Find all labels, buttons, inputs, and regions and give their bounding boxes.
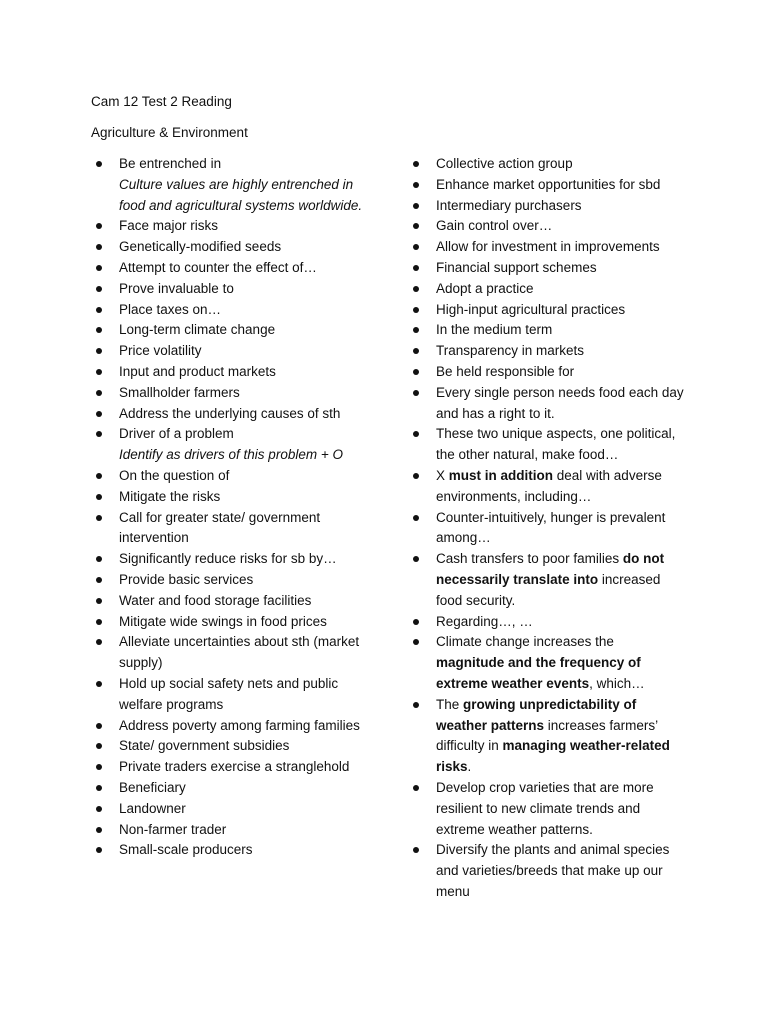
item-text: increased food security.	[436, 571, 661, 608]
list-item	[409, 508, 684, 550]
list-item	[409, 216, 684, 237]
item-text: X	[436, 467, 449, 483]
list-item: Driver of a problem	[92, 424, 382, 445]
item-text: The	[436, 696, 464, 712]
list-item: Non-farmer trader	[92, 820, 382, 841]
emphasis-text: must in addition	[448, 467, 554, 483]
left-vocabulary-list	[92, 154, 382, 861]
list-item	[409, 258, 684, 279]
list-item: Alleviate uncertainties about sth (market supply)	[92, 632, 382, 674]
document-subtitle: Agriculture & Environment	[91, 125, 248, 140]
list-item: Prove invaluable to	[92, 279, 382, 300]
item-text: Every single person needs food each day and has a right to it.	[436, 384, 684, 421]
item-text: Allow for investment in improvements	[436, 239, 660, 255]
right-vocabulary-list	[409, 154, 684, 903]
list-item: Beneficiary	[92, 778, 382, 799]
item-text: deal with adverse environments, including…	[436, 467, 662, 504]
list-item: On the question of	[92, 466, 382, 487]
item-text: Climate change increases the	[436, 634, 614, 650]
item-text: High-input agricultural practices	[436, 301, 626, 317]
list-item	[409, 175, 684, 196]
item-text: Regarding…, …	[436, 613, 533, 629]
list-item	[409, 154, 684, 175]
list-item	[409, 695, 684, 778]
list-item	[409, 300, 684, 321]
item-text: increases farmers’ difficulty in	[436, 717, 658, 754]
list-item	[409, 466, 684, 508]
list-item: Provide basic services	[92, 570, 382, 591]
list-item: Mitigate wide swings in food prices	[92, 612, 382, 633]
list-item: Long-term climate change	[92, 320, 382, 341]
item-text: Be held responsible for	[436, 363, 575, 379]
list-item: Call for greater state/ government intervention	[92, 508, 382, 550]
list-item: Significantly reduce risks for sb by…	[92, 549, 382, 570]
list-item: Address the underlying causes of sth	[92, 404, 382, 425]
item-text: Collective action group	[436, 156, 573, 171]
list-item	[409, 320, 684, 341]
item-text: Transparency in markets	[436, 343, 585, 359]
emphasis-text: magnitude and the frequency of extreme weather events	[436, 655, 641, 691]
list-item: Input and product markets	[92, 362, 382, 383]
item-text: Cash transfers to poor families	[436, 551, 623, 567]
list-item: Smallholder farmers	[92, 383, 382, 404]
list-item: Be entrenched in	[92, 154, 382, 175]
item-text: Adopt a practice	[436, 280, 534, 296]
list-item: Private traders exercise a stranglehold	[92, 757, 382, 778]
list-item: Face major risks	[92, 216, 382, 237]
emphasis-text: growing unpredictability of weather patterns	[436, 696, 637, 733]
list-item: Price volatility	[92, 341, 382, 362]
example-sentence: Identify as drivers of this problem + O	[119, 447, 343, 463]
list-item	[409, 362, 684, 383]
document-title: Cam 12 Test 2 Reading	[91, 94, 232, 109]
list-item	[409, 237, 684, 258]
item-text: Financial support schemes	[436, 259, 597, 275]
example-sentence: Culture values are highly entrenched in food and agricultural systems worldwide.	[119, 176, 363, 213]
list-item	[409, 196, 684, 217]
list-item: Small-scale producers	[92, 840, 382, 861]
list-item	[409, 279, 684, 300]
list-item: Address poverty among farming families	[92, 716, 382, 737]
list-item: Water and food storage facilities	[92, 591, 382, 612]
item-text: Counter-intuitively, hunger is prevalent among…	[436, 509, 666, 546]
list-item	[409, 424, 684, 466]
list-item: Hold up social safety nets and public welfare programs	[92, 674, 382, 716]
list-item: Mitigate the risks	[92, 487, 382, 508]
item-text: , which…	[589, 675, 645, 691]
item-text: In the medium term	[436, 322, 553, 338]
list-item: Landowner	[92, 799, 382, 820]
item-text: Diversify the plants and animal species and varieties/breeds that make up our menu	[436, 842, 670, 899]
list-item	[409, 549, 684, 611]
item-text: Develop crop varieties that are more resilient to new climate trends and extreme weather patterns.	[436, 779, 654, 837]
list-item	[409, 341, 684, 362]
emphasis-text: managing weather-related risks	[436, 738, 670, 775]
item-text: .	[467, 759, 472, 775]
emphasis-text: do not necessarily translate into	[436, 551, 665, 587]
list-item	[409, 840, 684, 902]
item-text: Gain control over…	[436, 218, 553, 234]
item-text: These two unique aspects, one political, the other natural, make food…	[436, 426, 676, 463]
list-item	[409, 383, 684, 425]
list-item	[409, 632, 684, 694]
list-item	[409, 612, 684, 633]
item-text: Enhance market opportunities for sbd	[436, 176, 661, 192]
list-item	[409, 778, 684, 840]
list-item: Place taxes on…	[92, 300, 382, 321]
item-text: Intermediary purchasers	[436, 197, 582, 213]
list-item: Attempt to counter the effect of…	[92, 258, 382, 279]
list-item: State/ government subsidies	[92, 736, 382, 757]
list-item: Genetically-modified seeds	[92, 237, 382, 258]
